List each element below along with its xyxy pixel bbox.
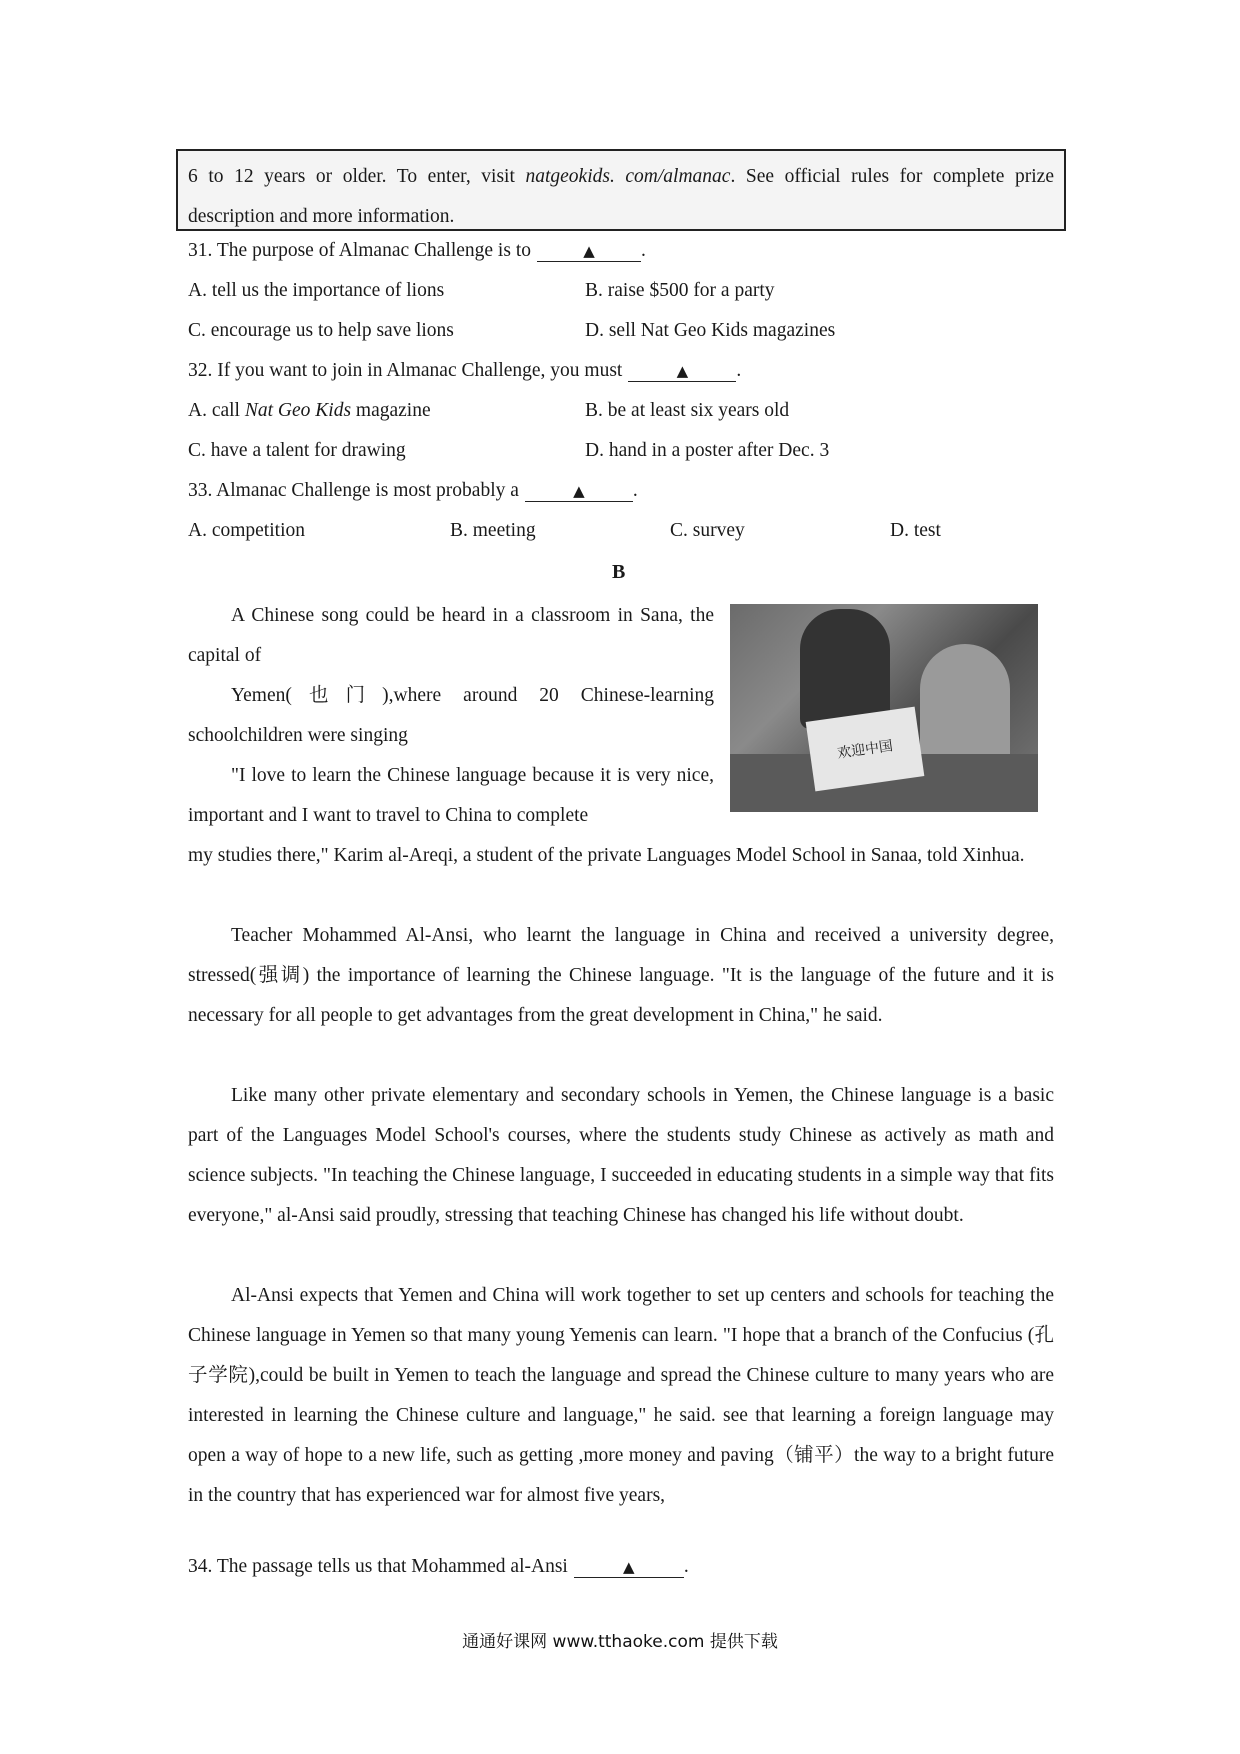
question-32: 32. If you want to join in Almanac Challenge, you must ▲ . [188,360,742,381]
passage-paragraph-5: Like many other private elementary and secondary schools in Yemen, the Chinese language is a basic part of the Languages Model School's courses, where the students study Chinese as actively as math and science subjects. "In teaching the Chinese language, I succeeded in educating students in a simple way that fits everyone," al-Ansi said proudly, stressing that teaching Chinese has changed his life without doubt. [188,1085,1054,1226]
option-32-a-prefix: A. call [188,400,245,421]
option-31-b[interactable]: B. raise $500 for a party [585,280,775,301]
option-33-d[interactable]: D. test [890,520,941,541]
question-32-stem: 32. If you want to join in Almanac Challenge, you must [188,360,623,381]
footer-source: 通通好课网 www.tthaoke.com 提供下载 [462,1632,778,1652]
passage-paragraph-1: A Chinese song could be heard in a classroom in Sana, the capital of [188,605,714,666]
option-33-c[interactable]: C. survey [670,520,745,541]
classroom-photo [730,604,1038,812]
answer-blank-31[interactable]: ▲ [537,241,641,262]
option-32-c[interactable]: C. have a talent for drawing [188,440,406,461]
option-32-a-magazine-title: Nat Geo Kids [244,400,352,421]
almanac-link[interactable]: natgeokids. com/almanac [525,166,731,187]
question-34: 34. The passage tells us that Mohammed al-Ansi ▲ . [188,1556,689,1577]
passage-paragraph-4: Teacher Mohammed Al-Ansi, who learnt the language in China and received a university degree, stressed(强调) the importance of learning the Chinese language. "It is the language of the future and it is necessary for all people to get advantages from the great development in China," he said. [188,925,1054,1026]
option-31-c[interactable]: C. encourage us to help save lions [188,320,454,341]
question-31: 31. The purpose of Almanac Challenge is to ▲ . [188,240,646,261]
option-31-d[interactable]: D. sell Nat Geo Kids magazines [585,320,836,341]
option-32-b[interactable]: B. be at least six years old [585,400,790,421]
answer-blank-32[interactable]: ▲ [628,361,736,382]
section-b-heading: B [612,561,626,583]
answer-blank-33[interactable]: ▲ [525,481,633,502]
box-text-after: . See official rules for complete prize description and more information. [188,166,1054,227]
box-text-before: 6 to 12 years or older. To enter, visit [188,166,526,187]
passage-paragraph-3-cont: my studies there," Karim al-Areqi, a student of the private Languages Model School in Sanaa, told Xinhua. [188,845,1025,866]
passage-paragraph-3: "I love to learn the Chinese language because it is very nice, important and I want to travel to China to complete [188,765,714,826]
answer-blank-34[interactable]: ▲ [574,1557,684,1578]
option-32-a[interactable] [188,400,431,422]
photo-calligraphy-paper: 欢迎中国 [806,707,925,792]
question-34-stem: 34. The passage tells us that Mohammed al-Ansi [188,1556,568,1577]
option-32-a-suffix: magazine [351,400,431,421]
passage-paragraph-2: Yemen(也门),where around 20 Chinese-learning schoolchildren were singing [188,685,714,746]
option-32-d[interactable]: D. hand in a poster after Dec. 3 [585,440,830,461]
passage-paragraph-6: Al-Ansi expects that Yemen and China will work together to set up centers and schools for teaching the Chinese language in Yemen so that many young Yemenis can learn. "I hope that a branch of the Confucius (孔子学院),could be built in Yemen to teach the language and spread the Chinese culture to many years who are interested in learning the Chinese culture and language," he said. see that learning a foreign language may open a way of hope to a new life, such as getting ,more money and paving（铺平）the way to a bright future in the country that has experienced war for almost five years, [188,1285,1054,1506]
question-33-stem: 33. Almanac Challenge is most probably a [188,480,519,501]
option-31-a[interactable]: A. tell us the importance of lions [188,280,445,301]
question-31-stem: 31. The purpose of Almanac Challenge is to [188,240,531,261]
prize-info-box [176,149,1066,231]
question-33: 33. Almanac Challenge is most probably a ▲ . [188,480,638,501]
option-33-b[interactable]: B. meeting [450,520,536,541]
option-33-a[interactable]: A. competition [188,520,305,541]
